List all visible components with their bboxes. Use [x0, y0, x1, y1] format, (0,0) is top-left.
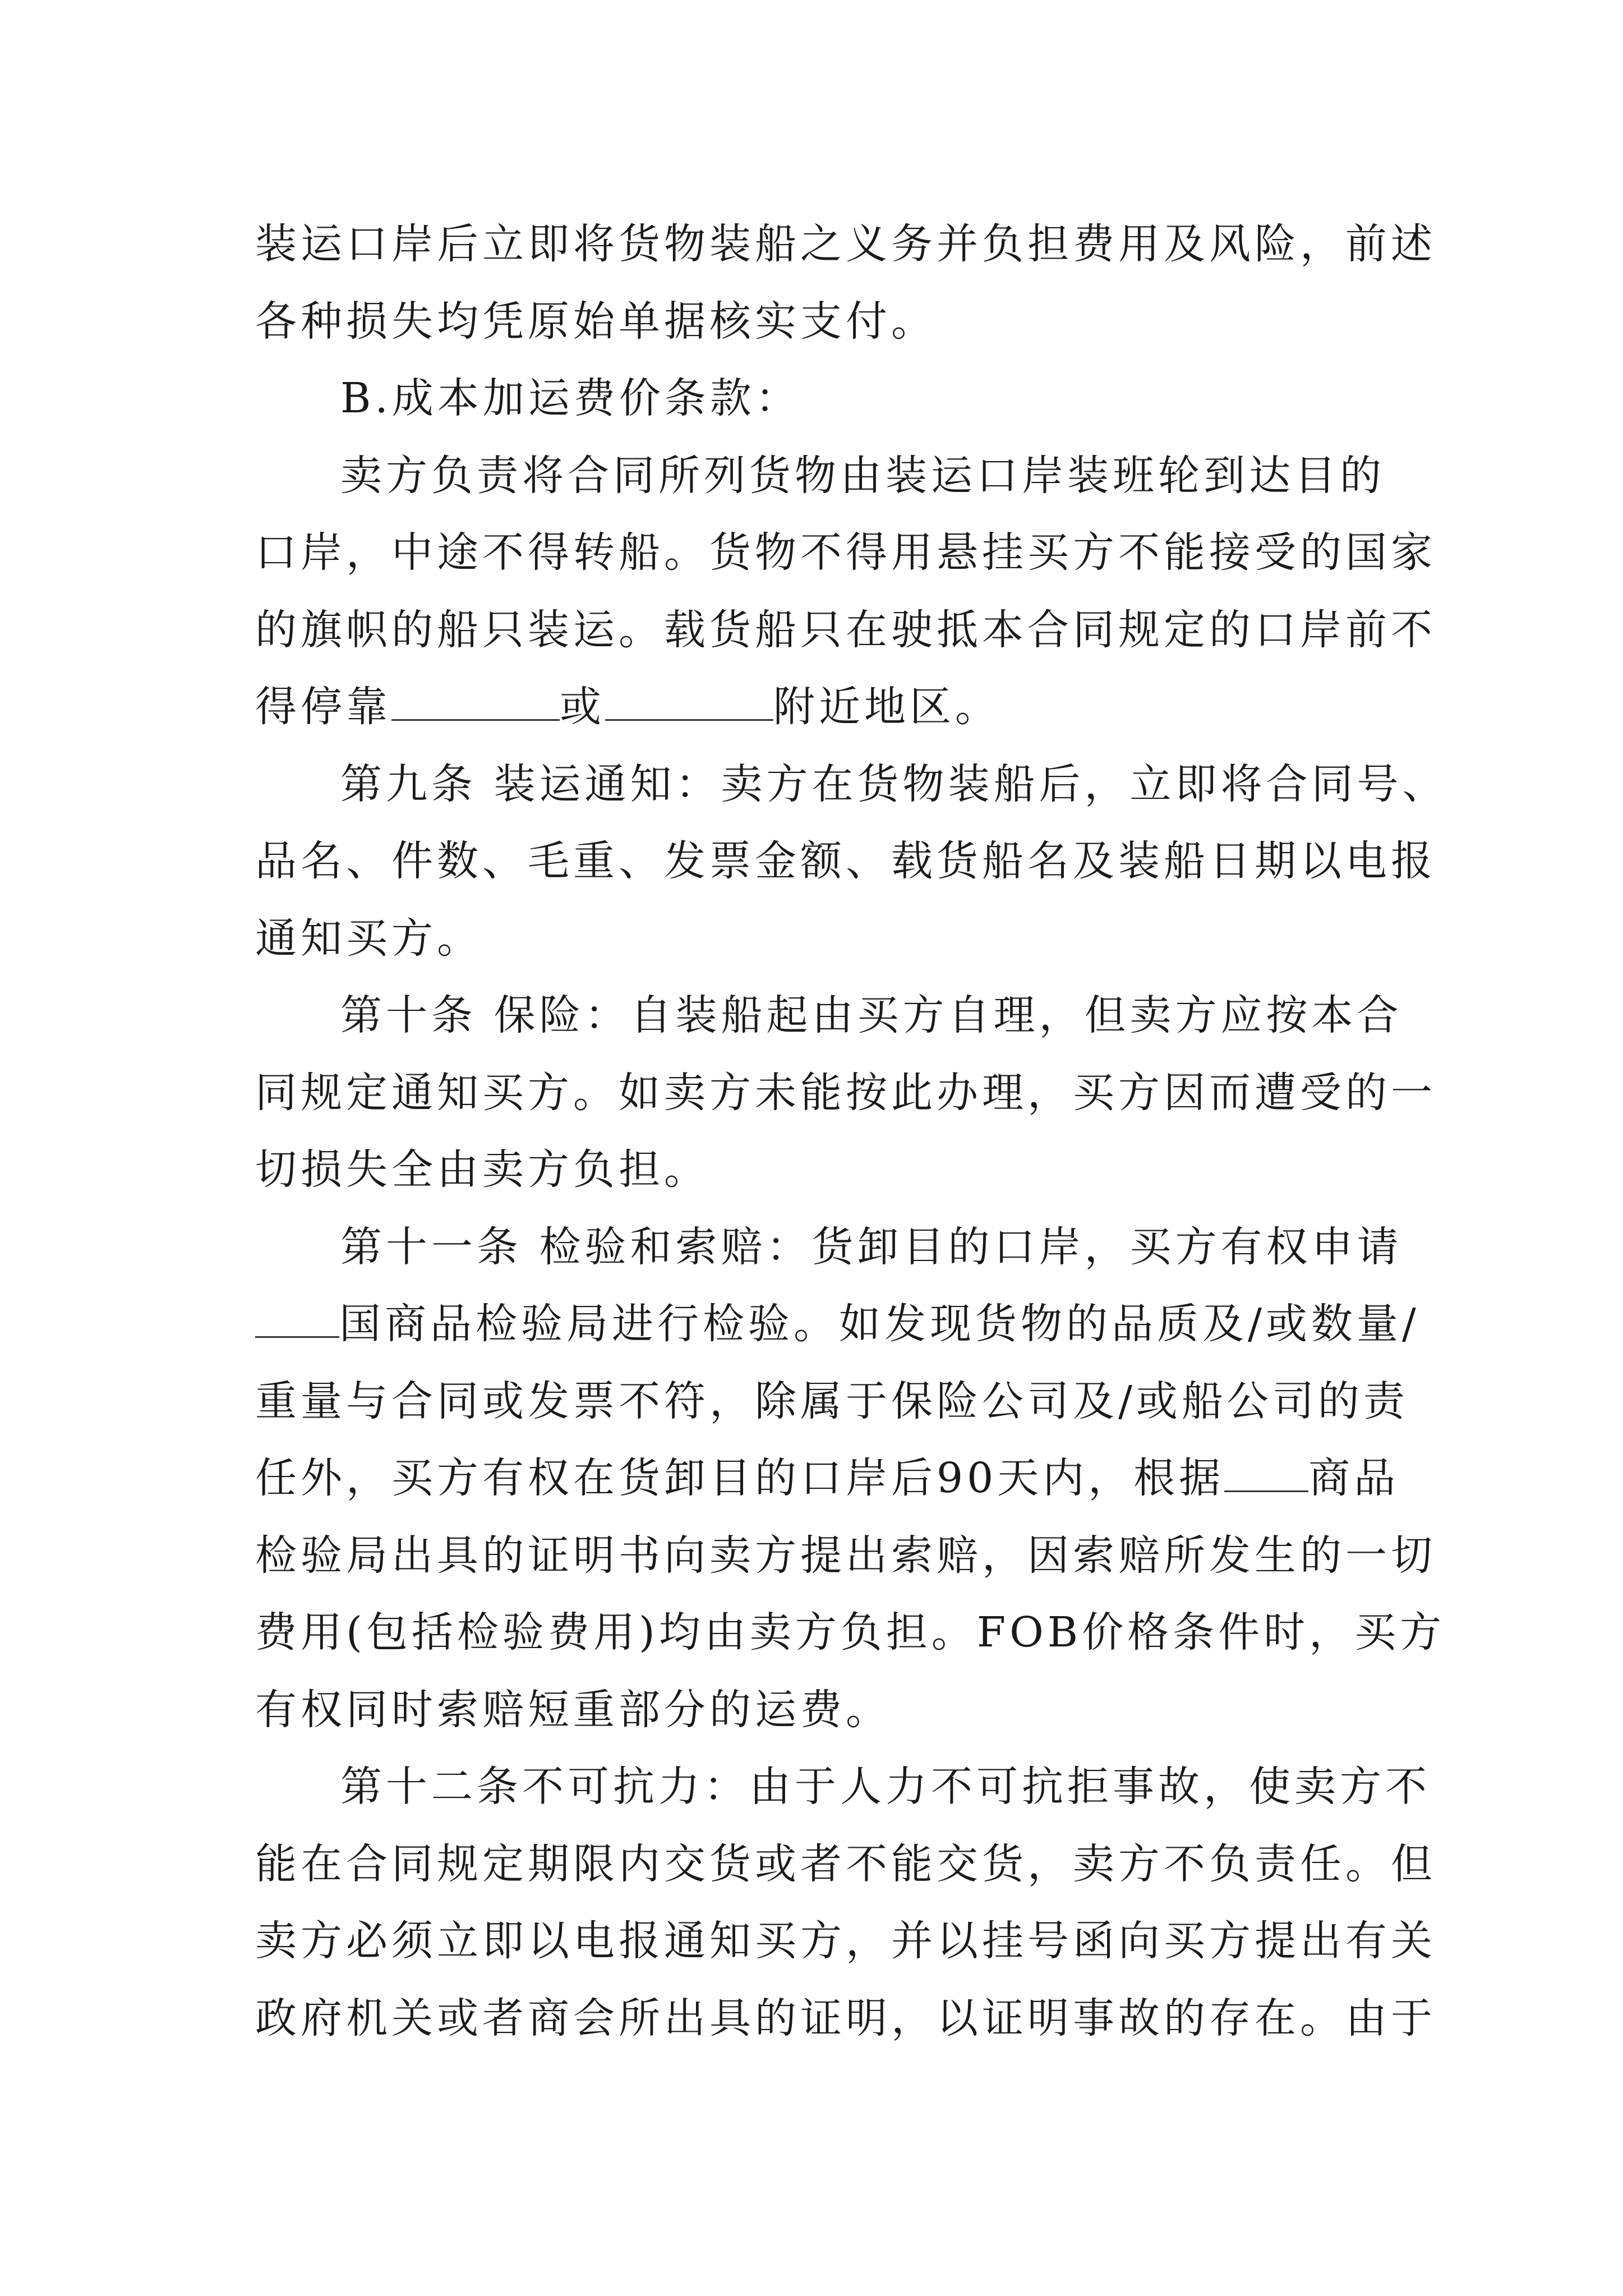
text-line: 第十一条 检验和索赔：货卸目的口岸，买方有权申请 — [340, 1223, 1403, 1271]
text-line: 政府机关或者商会所出具的证明，以证明事故的存在。由于 — [255, 1994, 1436, 2042]
text-line: 切损失全由卖方负担。 — [255, 1145, 709, 1194]
text-segment: 商品 — [1308, 1454, 1400, 1502]
text-line: 第十条 保险：自装船起由买方自理，但卖方应按本合 — [340, 991, 1403, 1039]
text-line: 重量与合同或发票不符，除属于保险公司及/或船公司的责 — [255, 1377, 1409, 1425]
text-line: 能在合同规定期限内交货或者不能交货，卖方不负责任。但 — [255, 1840, 1436, 1888]
text-segment: 得停靠 — [255, 683, 391, 731]
text-line — [255, 1444, 1399, 1512]
text-line — [255, 673, 1000, 740]
text-line: 装运口岸后立即将货物装船之义务并负担费用及风险，前述 — [255, 220, 1436, 268]
text-line: 同规定通知买方。如卖方未能按此办理，买方因而遭受的一 — [255, 1069, 1436, 1117]
text-line: B.成本加运费价条款： — [340, 374, 801, 422]
text-line: 的旗帜的船只装运。载货船只在驶抵本合同规定的口岸前不 — [255, 606, 1436, 654]
text-line: 有权同时索赔短重部分的运费。 — [255, 1686, 891, 1734]
text-segment: 附近地区。 — [773, 683, 1000, 731]
text-line: 费用(包括检验费用)均由卖方负担。FOB价格条件时，买方 — [255, 1608, 1446, 1657]
text-line: 第十二条不可抗力：由于人力不可抗拒事故，使卖方不 — [340, 1763, 1431, 1811]
text-line — [255, 1290, 1420, 1358]
text-line: 口岸，中途不得转船。货物不得用悬挂买方不能接受的国家 — [255, 528, 1436, 577]
text-line: 卖方负责将合同所列货物由装运口岸装班轮到达目的 — [340, 452, 1385, 500]
fill-blank — [1224, 1451, 1308, 1492]
text-segment: 国商品检验局进行检验。如发现货物的品质及/或数量/ — [339, 1300, 1420, 1348]
text-segment: 任外，买方有权在货卸目的口岸后90天内，根据 — [255, 1454, 1225, 1502]
text-line: 通知买方。 — [255, 914, 482, 963]
text-line: 卖方必须立即以电报通知买方，并以挂号函向买方提出有关 — [255, 1917, 1436, 1965]
text-line: 检验局出具的证明书向卖方提出索赔，因索赔所发生的一切 — [255, 1531, 1436, 1580]
fill-blank — [605, 680, 773, 721]
text-segment: 或 — [560, 683, 605, 731]
text-line: 品名、件数、毛重、发票金额、载货船名及装船日期以电报 — [255, 837, 1436, 885]
fill-blank — [391, 680, 560, 721]
fill-blank — [255, 1297, 339, 1338]
text-line: 各种损失均凭原始单据核实支付。 — [255, 297, 937, 346]
text-line: 第九条 装运通知：卖方在货物装船后，立即将合同号、 — [340, 760, 1448, 808]
